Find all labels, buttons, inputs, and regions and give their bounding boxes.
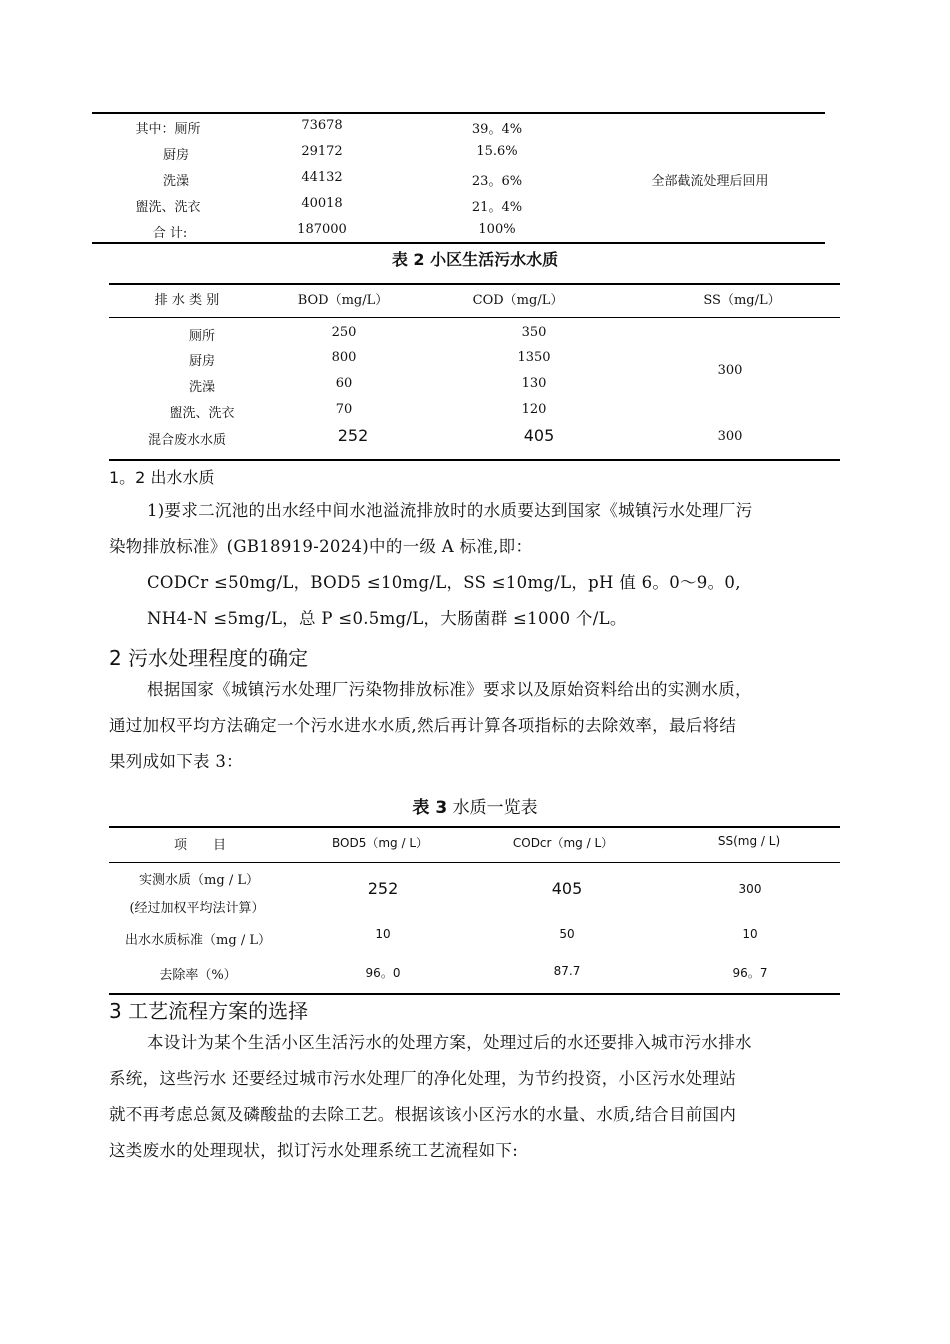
- table3-row1-label: 实测水质（mg / L）: [139, 873, 259, 888]
- table1-row-value: 73678: [301, 118, 343, 133]
- table2-row-cod: 1350: [517, 350, 551, 365]
- table1-total-pct: 100%: [478, 222, 516, 237]
- table1-total-label: 合 计:: [152, 226, 188, 241]
- table1-row-value: 40018: [301, 196, 343, 211]
- table3-caption: [412, 793, 537, 818]
- table1-row-label: 其中：厕所: [135, 122, 201, 137]
- table3-row2-bod: 10: [375, 927, 391, 941]
- paragraph-line: 1)要求二沉池的出水经中间水池溢流排放时的水质要达到国家《城镇污水处理厂污: [147, 501, 753, 520]
- table2-row-label: 洗澡: [188, 380, 216, 395]
- table2-row-cod: 130: [521, 376, 547, 391]
- paragraph-effluent-standard: [109, 493, 844, 637]
- table2-row-label: 厕所: [188, 329, 216, 344]
- paragraph-process-selection: [109, 1025, 844, 1169]
- paragraph-line: 本设计为某个生活小区生活污水的处理方案，处理过后的水还要排入城市污水排水: [147, 1033, 752, 1052]
- paragraph-line: 染物排放标准》(GB18919-2024)中的一级 A 标准,即：: [109, 537, 533, 556]
- table2-row-label: 厨房: [188, 354, 216, 369]
- table3-header-rule: [109, 862, 840, 863]
- table1-note: 全部截流处理后回用: [651, 174, 769, 189]
- table2-header-cod: COD（mg/L）: [472, 293, 564, 308]
- table3-row2-ss: 10: [742, 927, 758, 941]
- table2-row-bod: 60: [335, 376, 353, 391]
- table3-header-bod: BOD5（mg / L）: [331, 836, 429, 850]
- table1-row-label: 盥洗、洗衣: [135, 200, 201, 215]
- paragraph-line: 通过加权平均方法确定一个污水进水水质,然后再计算各项指标的去除效率，最后将结: [109, 716, 737, 735]
- table3-row1-sublabel: (经过加权平均法计算）: [129, 901, 265, 916]
- table3-header-ss: SS(mg / L): [717, 834, 781, 848]
- table2-mixed-label: 混合废水水质: [147, 433, 227, 448]
- paragraph-treatment-degree: [109, 672, 844, 780]
- table2-row-bod: 70: [335, 402, 353, 417]
- table1-row-pct: 21。4%: [471, 200, 523, 215]
- table2-ss-merged: 300: [717, 363, 743, 378]
- table3-row3-ss: 96。7: [732, 966, 768, 980]
- table2-header-ss: SS（mg/L）: [703, 293, 781, 308]
- table3-caption-number: 表 3: [412, 798, 448, 818]
- table3-header-item: 项 目: [173, 838, 227, 853]
- table1-row-pct: 15.6%: [476, 144, 518, 159]
- table2-bottom-rule: [109, 459, 840, 461]
- table1-top-rule: [92, 112, 825, 114]
- table2-row-cod: 120: [521, 402, 547, 417]
- table2-row-cod: 350: [521, 325, 547, 340]
- table1-row-pct: 39。4%: [471, 122, 523, 137]
- table3-row1-ss: 300: [738, 882, 762, 896]
- table3-row2-label: 出水水质标准（mg / L）: [125, 933, 271, 948]
- table1-row-value: 29172: [301, 144, 343, 159]
- paragraph-line: 就不再考虑总氮及磷酸盐的去除工艺。根据该该小区污水的水量、水质,结合目前国内: [109, 1105, 737, 1124]
- paragraph-line: NH4-N ≤5mg/L，总 P ≤0.5mg/L，大肠菌群 ≤1000 个/L。: [147, 609, 627, 628]
- table3-caption-title: 水质一览表: [452, 798, 538, 818]
- table1-row-value: 44132: [301, 170, 343, 185]
- table3-row3-bod: 96。0: [365, 966, 401, 980]
- table2-header-bod: BOD（mg/L）: [297, 293, 389, 308]
- table2-caption: 表 2 小区生活污水水质: [391, 250, 559, 269]
- table3-row3-label: 去除率（%）: [159, 968, 237, 983]
- table2-top-rule: [109, 283, 840, 285]
- paragraph-line: 这类废水的处理现状，拟订污水处理系统工艺流程如下:: [109, 1141, 519, 1160]
- table2-mixed-ss: 300: [717, 429, 743, 444]
- section-heading-2: 2 污水处理程度的确定: [109, 646, 309, 670]
- table2-header-type: 排 水 类 别: [154, 293, 220, 308]
- table3-top-rule: [109, 826, 840, 828]
- paragraph-line: CODCr ≤50mg/L，BOD5 ≤10mg/L，SS ≤10mg/L，pH 值 6。0～9。0,: [147, 573, 741, 592]
- table2-mixed-cod: 405: [523, 426, 555, 445]
- table2-row-label: 盥洗、洗衣: [169, 406, 235, 421]
- table1-bottom-rule: [92, 242, 825, 244]
- table3-row1-cod: 405: [551, 879, 583, 898]
- paragraph-line: 系统，这些污水 还要经过城市污水处理厂的净化处理，为节约投资，小区污水处理站: [109, 1069, 737, 1088]
- table2-row-bod: 800: [331, 350, 357, 365]
- table1-total-value: 187000: [297, 222, 347, 237]
- table2-mixed-bod: 252: [337, 426, 369, 445]
- table1-row-pct: 23。6%: [471, 174, 523, 189]
- table3-row1-bod: 252: [367, 879, 399, 898]
- paragraph-line: 根据国家《城镇污水处理厂污染物排放标准》要求以及原始资料给出的实测水质，: [147, 680, 752, 699]
- table2-header-rule: [109, 317, 840, 318]
- section-heading-1-2: 1。2 出水水质: [109, 468, 215, 487]
- table2-row-bod: 250: [331, 325, 357, 340]
- section-heading-3: 3 工艺流程方案的选择: [109, 999, 309, 1023]
- table1-row-label: 洗澡: [162, 174, 190, 189]
- table3-row3-cod: 87.7: [553, 964, 581, 978]
- paragraph-line: 果列成如下表 3：: [109, 752, 243, 771]
- table3-header-cod: CODcr（mg / L）: [512, 836, 614, 850]
- table3-row2-cod: 50: [559, 927, 575, 941]
- table1-row-label: 厨房: [162, 148, 190, 163]
